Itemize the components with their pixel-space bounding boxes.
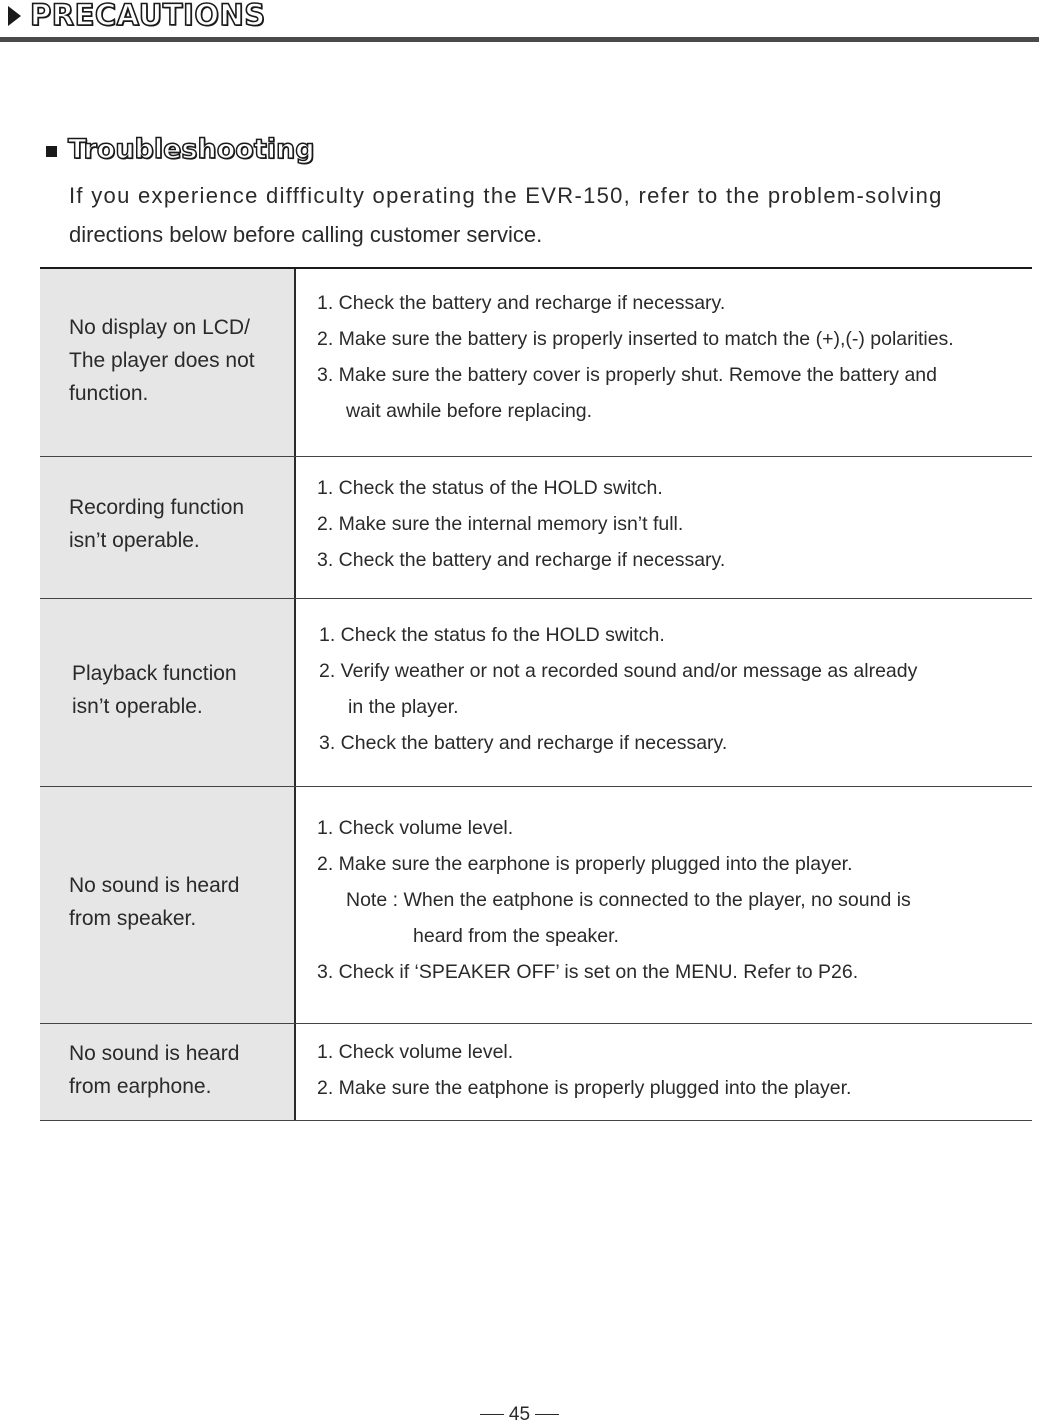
solution-note: Note : When the eatphone is connected to the player, no sound is xyxy=(346,889,911,911)
solution-list xyxy=(317,285,954,429)
intro-paragraph xyxy=(69,176,1029,254)
solution-item: 2. Make sure the earphone is properly plugged into the player. xyxy=(317,853,853,875)
problem-line: No sound is heard xyxy=(69,1042,240,1065)
solution-item: 1. Check the status fo the HOLD switch. xyxy=(319,624,665,646)
solution-item: 2. Make sure the internal memory isn’t full. xyxy=(317,513,684,535)
table-row xyxy=(40,599,1032,787)
page-title: PRECAUTIONS xyxy=(30,0,266,32)
page-footer xyxy=(0,1404,1039,1426)
problem-text xyxy=(69,491,244,557)
square-bullet-icon xyxy=(46,146,57,157)
intro-line: directions below before calling customer service. xyxy=(69,222,543,247)
problem-line: Playback function xyxy=(72,662,237,685)
solution-note-continuation: heard from the speaker. xyxy=(413,925,619,947)
solution-continuation: wait awhile before replacing. xyxy=(346,400,593,422)
solution-item: 1. Check the status of the HOLD switch. xyxy=(317,477,663,499)
solution-list xyxy=(317,810,911,990)
problem-line: from speaker. xyxy=(69,907,197,930)
solution-item: 1. Check volume level. xyxy=(317,1041,514,1063)
footer-dash xyxy=(480,1414,504,1415)
section-title: Troubleshooting xyxy=(68,134,315,165)
problem-line: from earphone. xyxy=(69,1075,212,1098)
table-row xyxy=(40,457,1032,599)
problem-line: The player does not xyxy=(69,349,255,372)
problem-text xyxy=(69,311,255,410)
solution-item: 1. Check volume level. xyxy=(317,817,514,839)
solution-item: 3. Check if ‘SPEAKER OFF’ is set on the MENU. Refer to P26. xyxy=(317,961,859,983)
solution-item: 2. Make sure the eatphone is properly plugged into the player. xyxy=(317,1077,852,1099)
solution-list xyxy=(319,617,917,761)
problem-line: Recording function xyxy=(69,496,245,519)
problem-line: isn’t operable. xyxy=(72,695,203,718)
problem-text xyxy=(69,869,239,935)
problem-line: function. xyxy=(69,382,149,405)
page-header xyxy=(0,0,1039,46)
solution-item: 3. Make sure the battery cover is properly shut. Remove the battery and xyxy=(317,364,937,386)
header-rule xyxy=(0,37,1039,42)
solution-item: 3. Check the battery and recharge if necessary. xyxy=(317,549,726,571)
table-row xyxy=(40,1024,1032,1121)
problem-text xyxy=(72,657,237,723)
solution-continuation: in the player. xyxy=(348,696,459,718)
solution-item: 2. Make sure the battery is properly inserted to match the (+),(-) polarities. xyxy=(317,328,954,350)
footer-dash xyxy=(535,1414,559,1415)
problem-text xyxy=(69,1037,239,1103)
table-row xyxy=(40,787,1032,1024)
page-number: 45 xyxy=(508,1404,531,1425)
problem-line: isn’t operable. xyxy=(69,529,200,552)
solution-list xyxy=(317,1034,851,1106)
solution-item: 2. Verify weather or not a recorded sound and/or message as already xyxy=(319,660,918,682)
table-row xyxy=(40,269,1032,457)
solution-item: 3. Check the battery and recharge if necessary. xyxy=(319,732,728,754)
solution-item: 1. Check the battery and recharge if necessary. xyxy=(317,292,726,314)
problem-line: No sound is heard xyxy=(69,874,240,897)
solution-list xyxy=(317,470,725,578)
problem-line: No display on LCD/ xyxy=(69,316,250,339)
triangle-bullet-icon xyxy=(8,6,21,26)
intro-line: If you experience diffficulty operating the EVR-150, refer to the problem-solving xyxy=(69,183,943,208)
